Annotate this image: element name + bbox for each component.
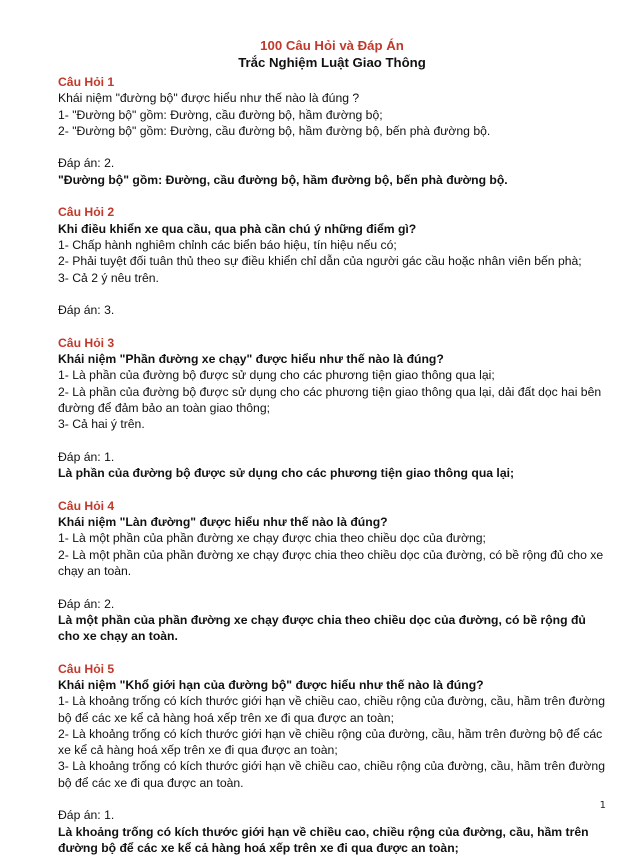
question-number: Câu Hỏi 2 — [58, 205, 115, 220]
answer-text: Là khoảng trống có kích thước giới hạn về chiều cao, chiều rộng của đường, cầu, hầm trên đường bộ để các xe kể cả hàng hoá xếp trên xe đi qua được an toàn; — [58, 824, 589, 855]
question-block — [58, 661, 606, 856]
spacer — [58, 318, 606, 334]
answer-option: 2- "Đường bộ" gồm: Đường, cầu đường bộ, hầm đường bộ, bến phà đường bộ. — [58, 123, 491, 138]
question-block — [58, 74, 606, 204]
spacer — [58, 579, 606, 595]
answer-option: 1- Là một phần của phần đường xe chạy được chia theo chiều dọc của đường; — [58, 531, 486, 546]
answer-label: Đáp án: 2. — [58, 596, 115, 611]
answer-label: Đáp án: 2. — [58, 156, 115, 171]
document-page — [58, 38, 606, 856]
question-text: Khái niệm "đường bộ" được hiểu như thế nào là đúng ? — [58, 91, 360, 106]
answer-option: 2- Phải tuyệt đối tuân thủ theo sự điều khiển chỉ dẫn của người gác cầu hoặc nhân viên bến phà; — [58, 254, 582, 269]
question-block — [58, 335, 606, 498]
answer-text: Là phần của đường bộ được sử dụng cho các phương tiện giao thông qua lại; — [58, 466, 515, 481]
answer-text: "Đường bộ" gồm: Đường, cầu đường bộ, hầm đường bộ, bến phà đường bộ. — [58, 172, 508, 187]
answer-option: 3- Cả 2 ý nêu trên. — [58, 270, 159, 285]
answer-label: Đáp án: 1. — [58, 808, 115, 823]
question-text: Khi điều khiển xe qua cầu, qua phà cần chú ý những điểm gì? — [58, 221, 417, 236]
question-number: Câu Hỏi 4 — [58, 498, 115, 513]
spacer — [58, 433, 606, 449]
spacer — [58, 481, 606, 497]
question-text: Khái niệm "Khổ giới hạn của đường bộ" được hiểu như thế nào là đúng? — [58, 677, 484, 692]
question-text: Khái niệm "Làn đường" được hiểu như thế nào là đúng? — [58, 515, 388, 530]
answer-option: 3- Là khoảng trống có kích thước giới hạn về chiều cao, chiều rộng của đường, cầu, hầm trên đường bộ để các xe đi qua được an toàn. — [58, 759, 605, 790]
document-subtitle: Trắc Nghiệm Luật Giao Thông — [238, 55, 426, 70]
page-number: 1 — [599, 800, 606, 811]
answer-option: 2- Là khoảng trống có kích thước giới hạn về chiều rộng của đường, cầu, hầm trên đường bộ để các xe kể cả hàng hoá xếp trên xe đi qua được an toàn; — [58, 726, 603, 758]
answer-option: 1- Là khoảng trống có kích thước giới hạn về chiều cao, chiều rộng của đường, cầu, hầm trên đường bộ để các xe kể cả hàng hoá xếp trên xe đi qua được an toàn; — [58, 694, 605, 725]
question-block — [58, 204, 606, 334]
spacer — [58, 188, 606, 204]
spacer — [58, 791, 606, 807]
question-list — [58, 74, 606, 856]
question-text: Khái niệm "Phần đường xe chạy" được hiểu như thế nào là đúng? — [58, 352, 444, 367]
answer-label: Đáp án: 1. — [58, 449, 115, 464]
question-number: Câu Hỏi 3 — [58, 335, 115, 350]
answer-option: 1- "Đường bộ" gồm: Đường, cầu đường bộ, hầm đường bộ; — [58, 107, 383, 122]
spacer — [58, 139, 606, 155]
answer-option: 1- Chấp hành nghiêm chỉnh các biển báo hiệu, tín hiệu nếu có; — [58, 237, 397, 252]
question-block — [58, 498, 606, 661]
spacer — [58, 644, 606, 660]
question-number: Câu Hỏi 1 — [58, 75, 115, 89]
answer-option: 3- Cả hai ý trên. — [58, 417, 145, 432]
answer-option: 2- Là một phần của phần đường xe chạy được chia theo chiều dọc của đường, có bề rộng đủ cho xe chạy an toàn. — [58, 547, 604, 578]
answer-option: 2- Là phần của đường bộ được sử dụng cho các phương tiện giao thông qua lại, dải đất dọc hai bên đường để đảm bảo an toàn giao thông; — [58, 384, 602, 415]
spacer — [58, 286, 606, 302]
question-number: Câu Hỏi 5 — [58, 661, 115, 676]
answer-text: Là một phần của phần đường xe chạy được chia theo chiều dọc của đường, có bề rộng đủ cho xe chạy an toàn. — [58, 612, 586, 644]
answer-label: Đáp án: 3. — [58, 303, 115, 318]
document-title: 100 Câu Hỏi và Đáp Án — [260, 38, 404, 53]
answer-option: 1- Là phần của đường bộ được sử dụng cho các phương tiện giao thông qua lại; — [58, 368, 495, 383]
